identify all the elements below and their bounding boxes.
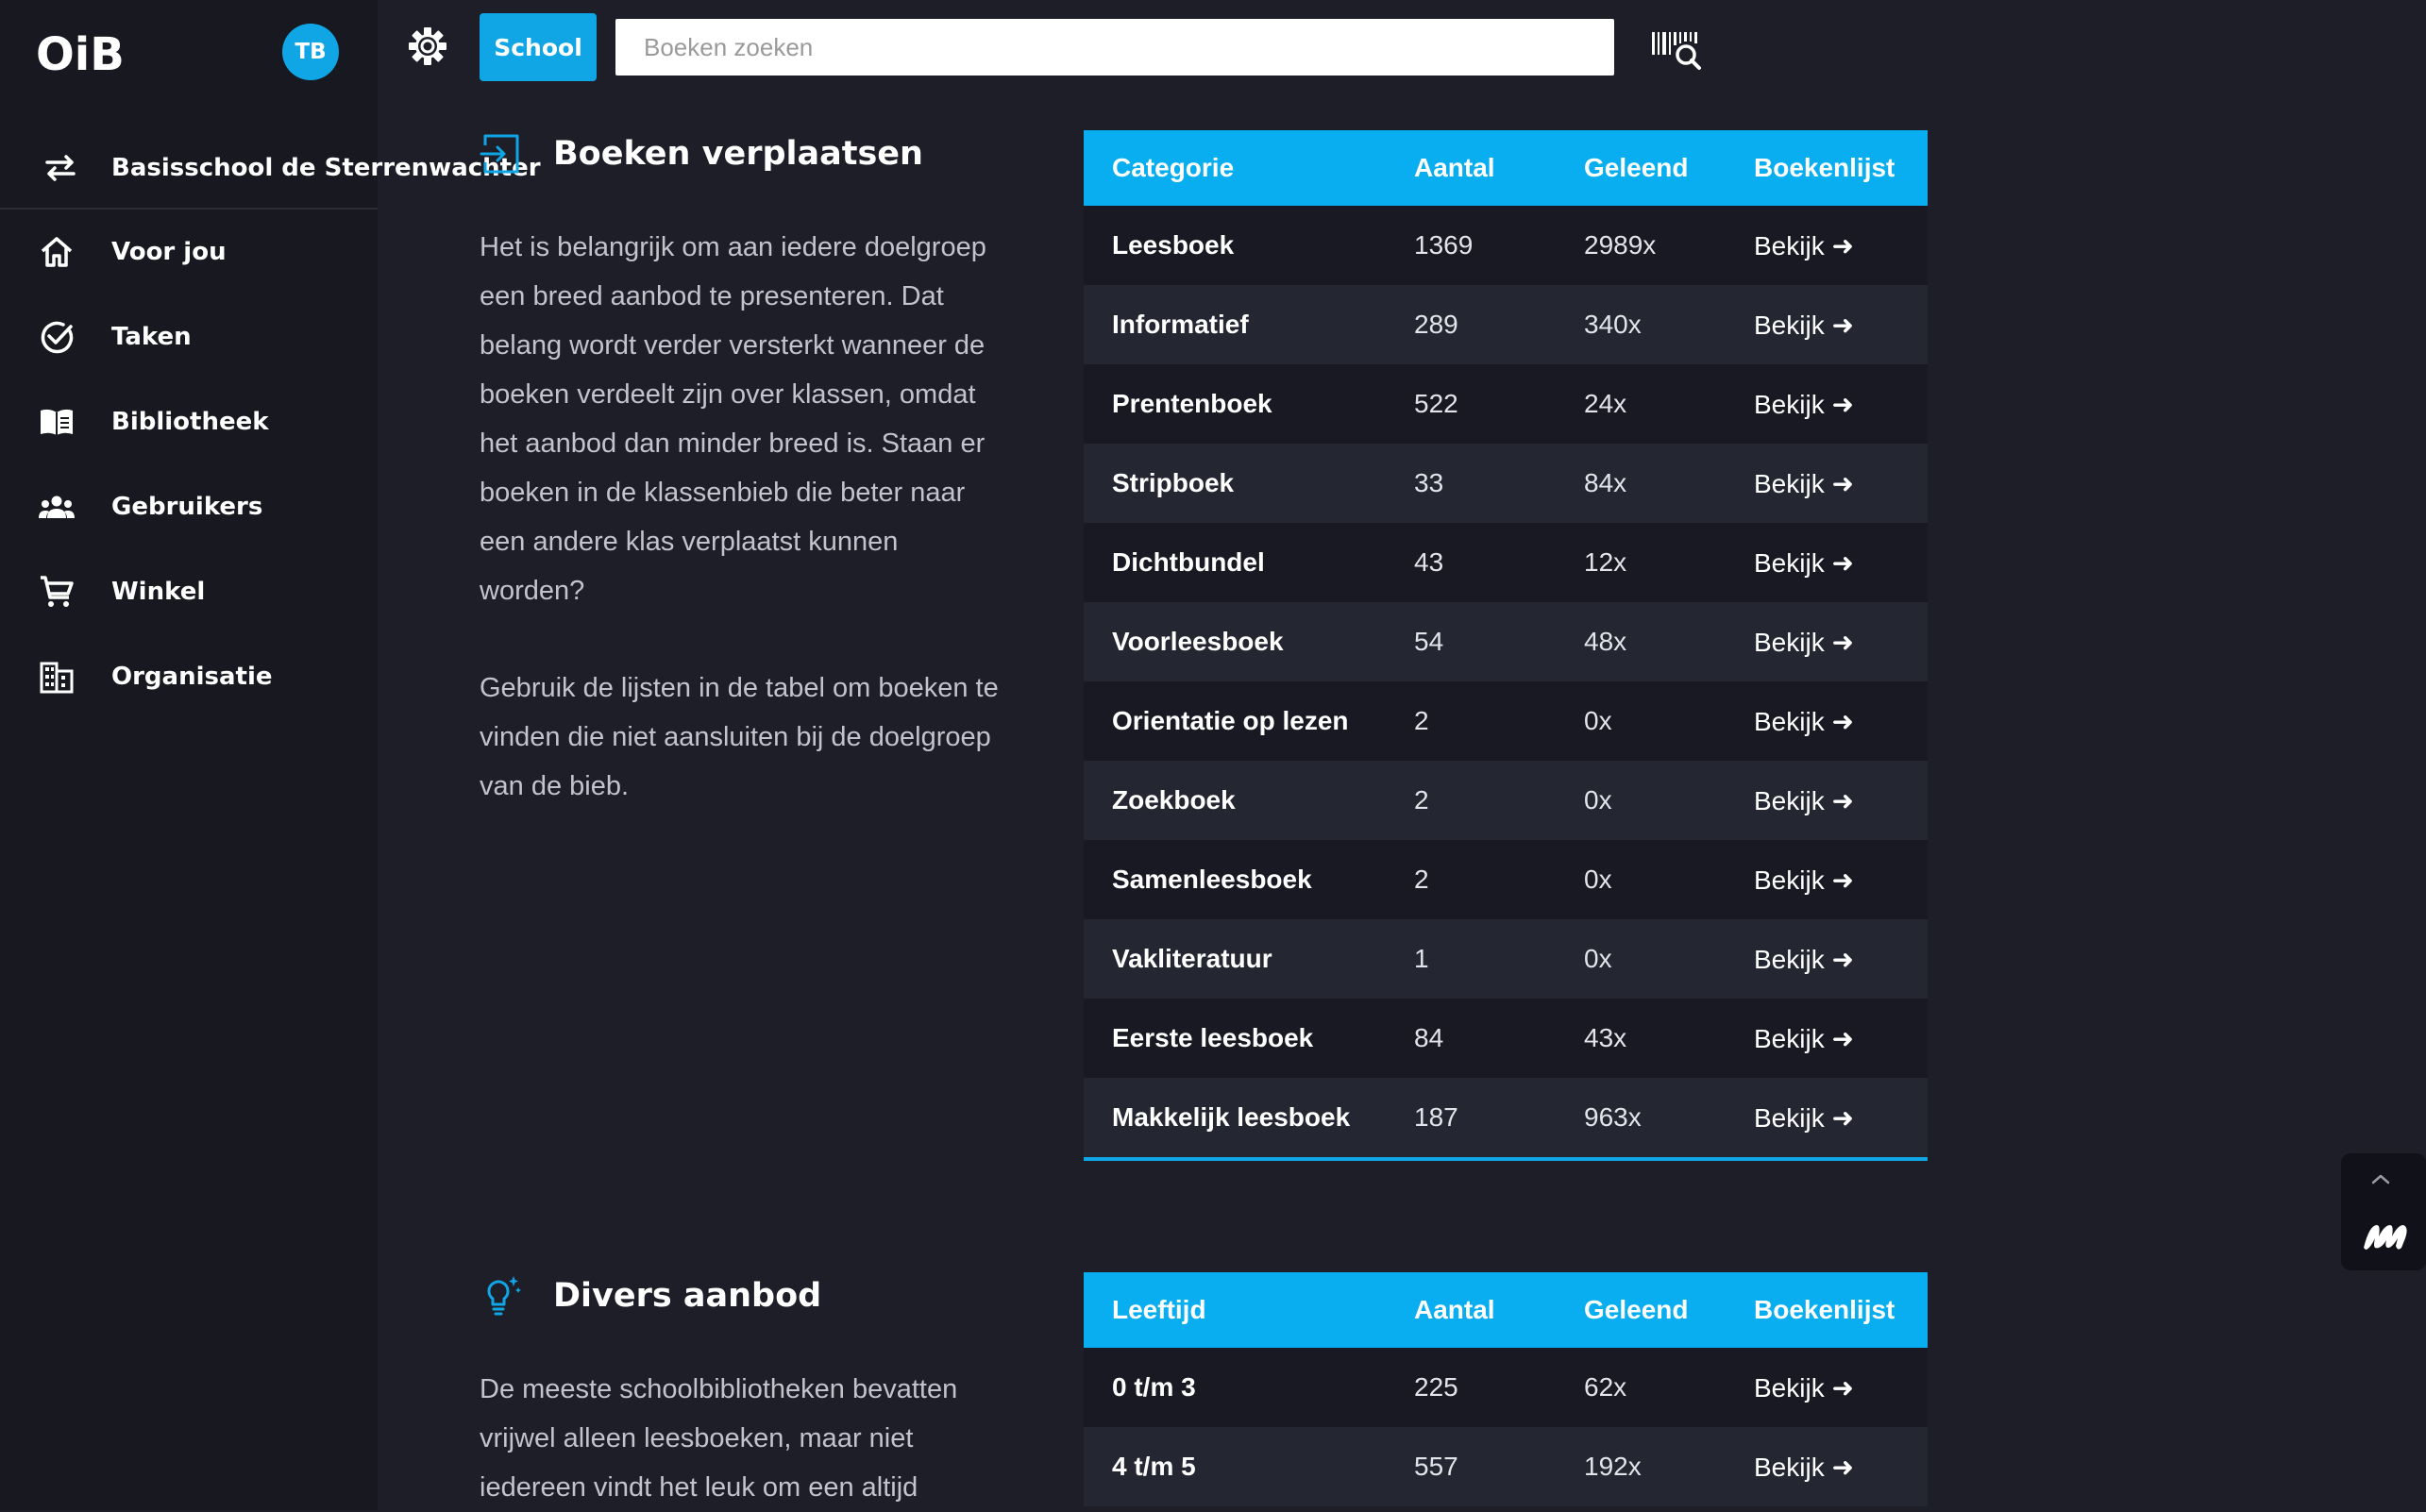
column-header[interactable]: Leeftijd [1112, 1295, 1206, 1324]
row-geleend: 48x [1584, 627, 1627, 656]
row-category: Voorleesboek [1112, 627, 1284, 656]
row-aantal: 522 [1414, 389, 1458, 418]
leeftijd-table [1084, 1272, 1928, 1506]
table-row [1084, 1427, 1928, 1506]
check-circle-icon [38, 318, 76, 356]
table-row [1084, 840, 1928, 919]
cart-icon [38, 573, 76, 611]
nav-item-winkel[interactable] [0, 549, 378, 634]
oib-logo[interactable] [36, 28, 130, 81]
search-input[interactable] [615, 19, 1614, 76]
table-header-row [1084, 130, 1928, 206]
svg-text:OiB: OiB [36, 28, 125, 81]
nav-item-label: Gebruikers [111, 493, 263, 521]
row-category: Leesboek [1112, 230, 1235, 260]
section-title: Divers aanbod [553, 1277, 822, 1315]
column-header[interactable]: Aantal [1414, 1295, 1495, 1324]
barcode-scan-icon[interactable] [1650, 28, 1703, 72]
row-aantal: 1 [1414, 944, 1429, 973]
row-geleend: 0x [1584, 785, 1612, 815]
section-description: De meeste schoolbibliotheken bevatten vrijwel alleen leesboeken, maar niet iedereen vindt het leuk om een altijd [480, 1374, 958, 1503]
nav-item-label: Taken [111, 323, 192, 351]
column-header: Boekenlijst [1754, 1295, 1895, 1324]
nav-item-label: Winkel [111, 578, 206, 606]
row-aantal: 187 [1414, 1102, 1458, 1132]
categorie-table [1084, 130, 1928, 1161]
table-row [1084, 1078, 1928, 1159]
row-bekijk-link[interactable]: Bekijk ➜ [1754, 706, 1854, 736]
row-bekijk-link[interactable]: Bekijk ➜ [1754, 310, 1854, 340]
column-header[interactable]: Geleend [1584, 153, 1689, 182]
row-aantal: 33 [1414, 468, 1444, 497]
nav-item-taken[interactable] [0, 294, 378, 379]
row-bekijk-link[interactable]: Bekijk ➜ [1754, 1023, 1854, 1053]
row-category: 0 t/m 3 [1112, 1372, 1196, 1402]
avatar-initials: TB [295, 40, 327, 64]
row-category: Eerste leesboek [1112, 1023, 1314, 1052]
swap-arrows-icon [42, 149, 79, 187]
nav-item-label: Organisatie [111, 663, 273, 691]
row-aantal: 557 [1414, 1452, 1458, 1481]
row-bekijk-link[interactable]: Bekijk ➜ [1754, 944, 1854, 974]
row-bekijk-link[interactable]: Bekijk ➜ [1754, 1452, 1854, 1482]
widget-logo-icon [2360, 1218, 2409, 1253]
table-row [1084, 919, 1928, 999]
row-bekijk-link[interactable]: Bekijk ➜ [1754, 389, 1854, 419]
book-icon [38, 403, 76, 441]
section-description: Het is belangrijk om aan iedere doelgroep een breed aanbod te presenteren. Dat belang wordt verder versterkt wanneer de boeken verdeelt zijn over klassen, omdat het aanbod dan minder breed is. Staan er boeken in de klassenbieb die beter naar een andere klas verplaatst kunnen worden? [480, 232, 986, 606]
nav-item-voor-jou[interactable] [0, 210, 378, 294]
row-category: 4 t/m 5 [1112, 1452, 1196, 1481]
row-bekijk-link[interactable]: Bekijk ➜ [1754, 865, 1854, 895]
row-bekijk-link[interactable]: Bekijk ➜ [1754, 547, 1854, 578]
help-widget[interactable] [2341, 1153, 2426, 1270]
row-geleend: 12x [1584, 547, 1627, 577]
row-category: Makkelijk leesboek [1112, 1102, 1351, 1132]
row-bekijk-link[interactable]: Bekijk ➜ [1754, 468, 1854, 498]
row-geleend: 43x [1584, 1023, 1627, 1052]
table-row [1084, 364, 1928, 444]
school-button[interactable]: School [480, 13, 597, 81]
row-aantal: 43 [1414, 547, 1444, 577]
school-name: Basisschool de Sterrenwachter [111, 154, 541, 182]
table-row [1084, 602, 1928, 681]
row-category: Dichtbundel [1112, 547, 1265, 577]
section-hint: Gebruik de lijsten in de tabel om boeken te vinden die niet aansluiten bij de doelgroep van de bieb. [480, 673, 999, 801]
table-row [1084, 206, 1928, 285]
row-bekijk-link[interactable]: Bekijk ➜ [1754, 1102, 1854, 1133]
row-geleend: 963x [1584, 1102, 1642, 1132]
nav-item-label: Voor jou [111, 238, 227, 266]
main-nav [0, 210, 378, 719]
row-geleend: 0x [1584, 706, 1612, 735]
section-boeken-verplaatsen-header [480, 132, 923, 176]
school-switcher[interactable] [0, 128, 541, 210]
row-geleend: 62x [1584, 1372, 1627, 1402]
row-category: Samenleesboek [1112, 865, 1312, 894]
table-row [1084, 523, 1928, 602]
column-header[interactable]: Aantal [1414, 153, 1495, 182]
column-header: Boekenlijst [1754, 153, 1895, 182]
row-bekijk-link[interactable]: Bekijk ➜ [1754, 230, 1854, 260]
row-aantal: 2 [1414, 706, 1429, 735]
row-category: Informatief [1112, 310, 1249, 339]
table-row [1084, 999, 1928, 1078]
nav-item-organisatie[interactable] [0, 634, 378, 719]
column-header[interactable]: Geleend [1584, 1295, 1689, 1324]
table-row [1084, 285, 1928, 364]
section-divers-aanbod-header [480, 1274, 822, 1318]
nav-item-gebruikers[interactable] [0, 464, 378, 549]
row-geleend: 340x [1584, 310, 1642, 339]
building-icon [38, 658, 76, 696]
table-row [1084, 681, 1928, 761]
column-header[interactable]: Categorie [1112, 153, 1235, 182]
row-aantal: 84 [1414, 1023, 1444, 1052]
row-bekijk-link[interactable]: Bekijk ➜ [1754, 1372, 1854, 1403]
row-geleend: 24x [1584, 389, 1627, 418]
row-bekijk-link[interactable]: Bekijk ➜ [1754, 785, 1854, 815]
table-row [1084, 761, 1928, 840]
lightbulb-idea-icon [480, 1274, 523, 1318]
table-row [1084, 1348, 1928, 1427]
row-category: Orientatie op lezen [1112, 706, 1349, 735]
row-category: Vakliteratuur [1112, 944, 1272, 973]
row-geleend: 192x [1584, 1452, 1642, 1481]
nav-item-bibliotheek[interactable] [0, 379, 378, 464]
row-aantal: 54 [1414, 627, 1444, 656]
row-aantal: 225 [1414, 1372, 1458, 1402]
user-avatar[interactable] [282, 24, 339, 80]
sidebar [0, 0, 541, 1510]
row-geleend: 0x [1584, 865, 1612, 894]
row-geleend: 84x [1584, 468, 1627, 497]
users-icon [38, 488, 76, 526]
move-in-icon [480, 132, 523, 176]
table-header-row [1084, 1272, 1928, 1348]
chevron-up-icon[interactable] [2369, 1172, 2392, 1185]
row-aantal: 289 [1414, 310, 1458, 339]
row-aantal: 2 [1414, 785, 1429, 815]
table-row [1084, 444, 1928, 523]
row-aantal: 1369 [1414, 230, 1474, 260]
settings-gear-icon[interactable] [406, 25, 449, 68]
row-geleend: 2989x [1584, 230, 1657, 260]
row-geleend: 0x [1584, 944, 1612, 973]
home-icon [38, 233, 76, 271]
row-category: Stripboek [1112, 468, 1235, 497]
section-title: Boeken verplaatsen [553, 135, 923, 173]
nav-item-label: Bibliotheek [111, 408, 269, 436]
row-category: Zoekboek [1112, 785, 1236, 815]
row-aantal: 2 [1414, 865, 1429, 894]
row-bekijk-link[interactable]: Bekijk ➜ [1754, 627, 1854, 657]
row-category: Prentenboek [1112, 389, 1272, 418]
